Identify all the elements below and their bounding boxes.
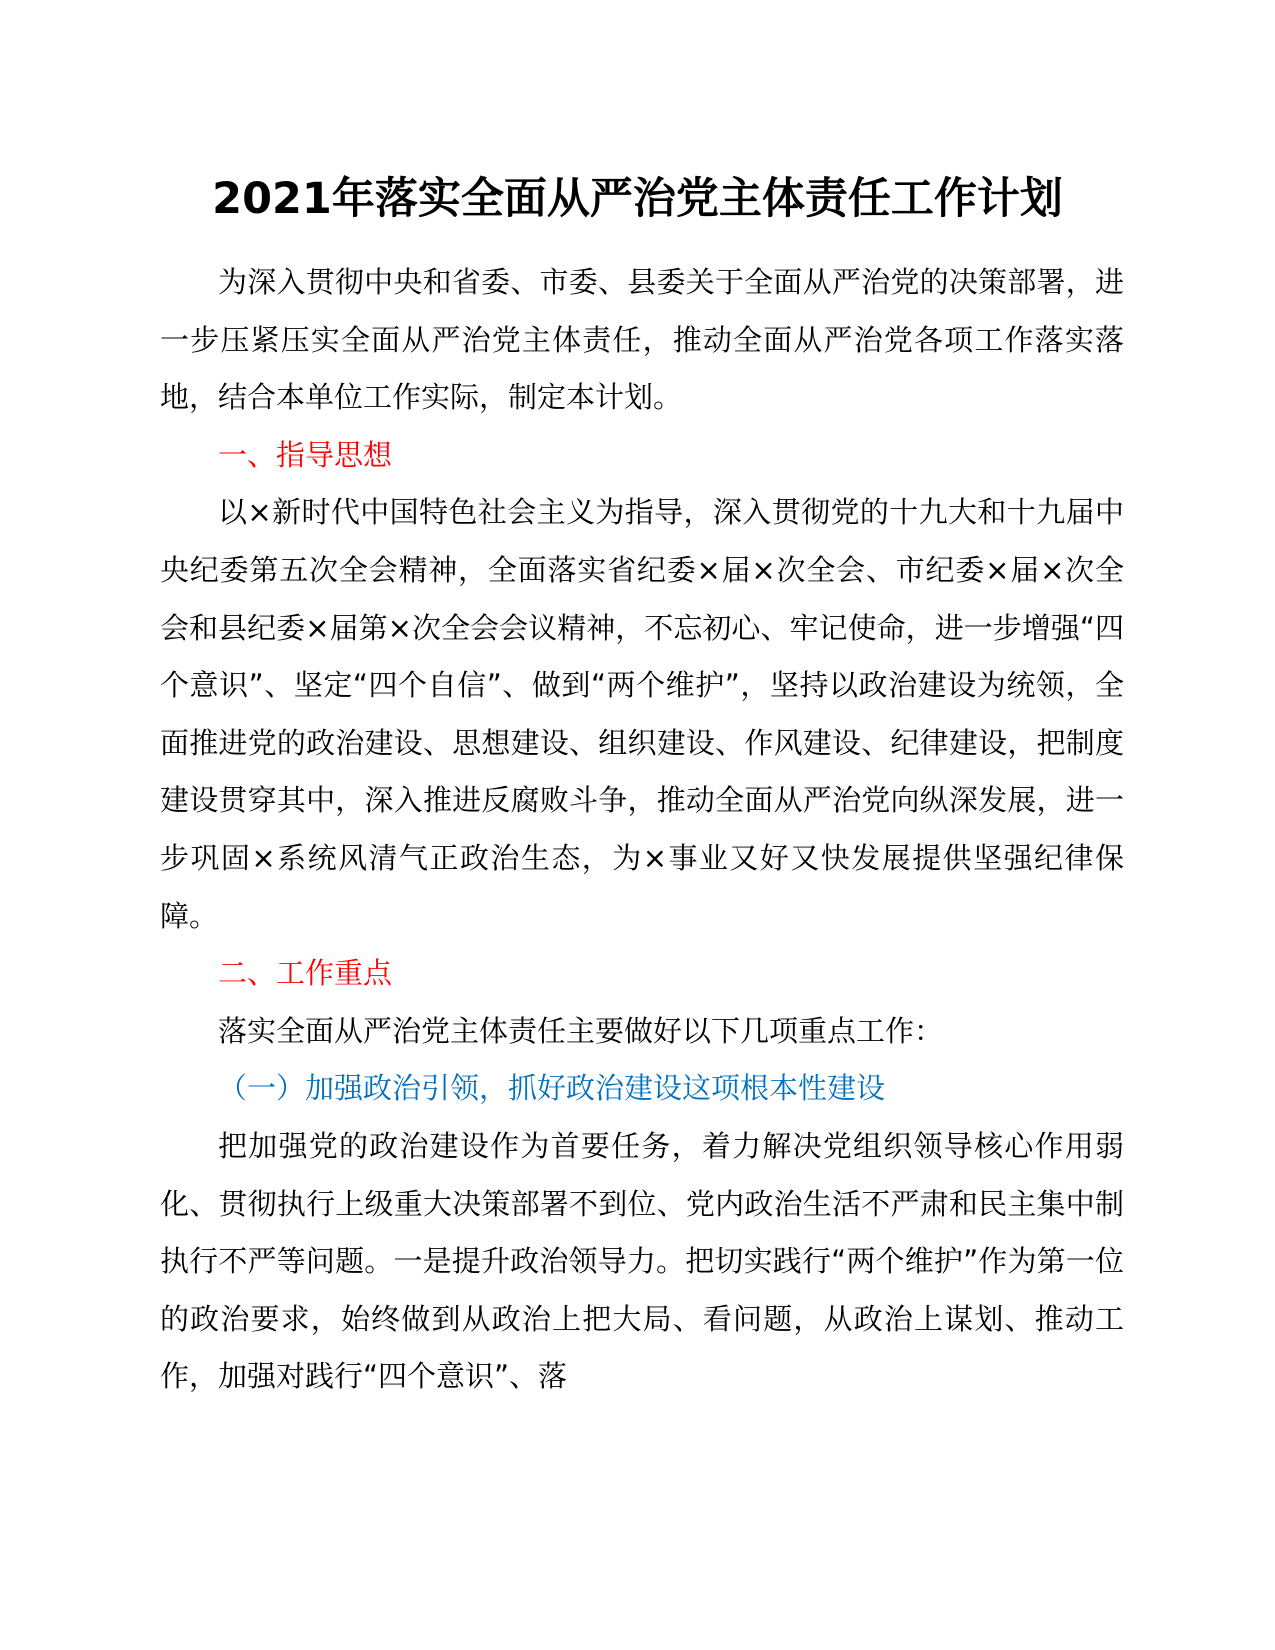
subsection-heading-political-leadership: （一）加强政治引领，抓好政治建设这项根本性建设 — [218, 1071, 886, 1106]
guiding-thought-paragraph: 以×新时代中国特色社会主义为指导，深入贯彻党的十九大和十九届中央纪委第五次全会精神，全面落实省纪委×届×次全会、市纪委×届×次全会和县纪委×届第×次全会会议精神，不忘初心、牢记使命，进一步增强“四个意识”、坚定“四个自信”、做到“两个维护”，坚持以政治建设为统领，全面推进党的政治建设、思想建设、组织建设、作风建设、纪律建设，把制度建设贯穿其中，深入推进反腐败斗争，推动全面从严治党向纵深发展，进一步巩固×系统风清气正政治生态，为×事业又好又快发展提供坚强纪律保障。 — [160, 495, 1124, 933]
political-leadership-paragraph: 把加强党的政治建设作为首要任务，着力解决党组织领导核心作用弱化、贯彻执行上级重大决策部署不到位、党内政治生活不严肃和民主集中制执行不严等问题。一是提升政治领导力。把切实践行“两个维护”作为第一位的政治要求，始终做到从政治上把大局、看问题，从政治上谋划、推动工作，加强对践行“四个意识”、落 — [160, 1128, 1124, 1394]
section-heading-guiding-thought: 一、指导思想 — [218, 437, 393, 472]
work-focus-intro-paragraph: 落实全面从严治党主体责任主要做好以下几项重点工作： — [218, 1013, 944, 1048]
document-title: 2021年落实全面从严治党主体责任工作计划 — [212, 174, 1063, 224]
document-body — [160, 254, 1124, 1406]
section-heading-work-focus: 二、工作重点 — [218, 956, 393, 991]
intro-paragraph: 为深入贯彻中央和省委、市委、县委关于全面从严治党的决策部署，进一步压紧压实全面从严治党主体责任，推动全面从严治党各项工作落实落地，结合本单位工作实际，制定本计划。 — [160, 265, 1124, 415]
